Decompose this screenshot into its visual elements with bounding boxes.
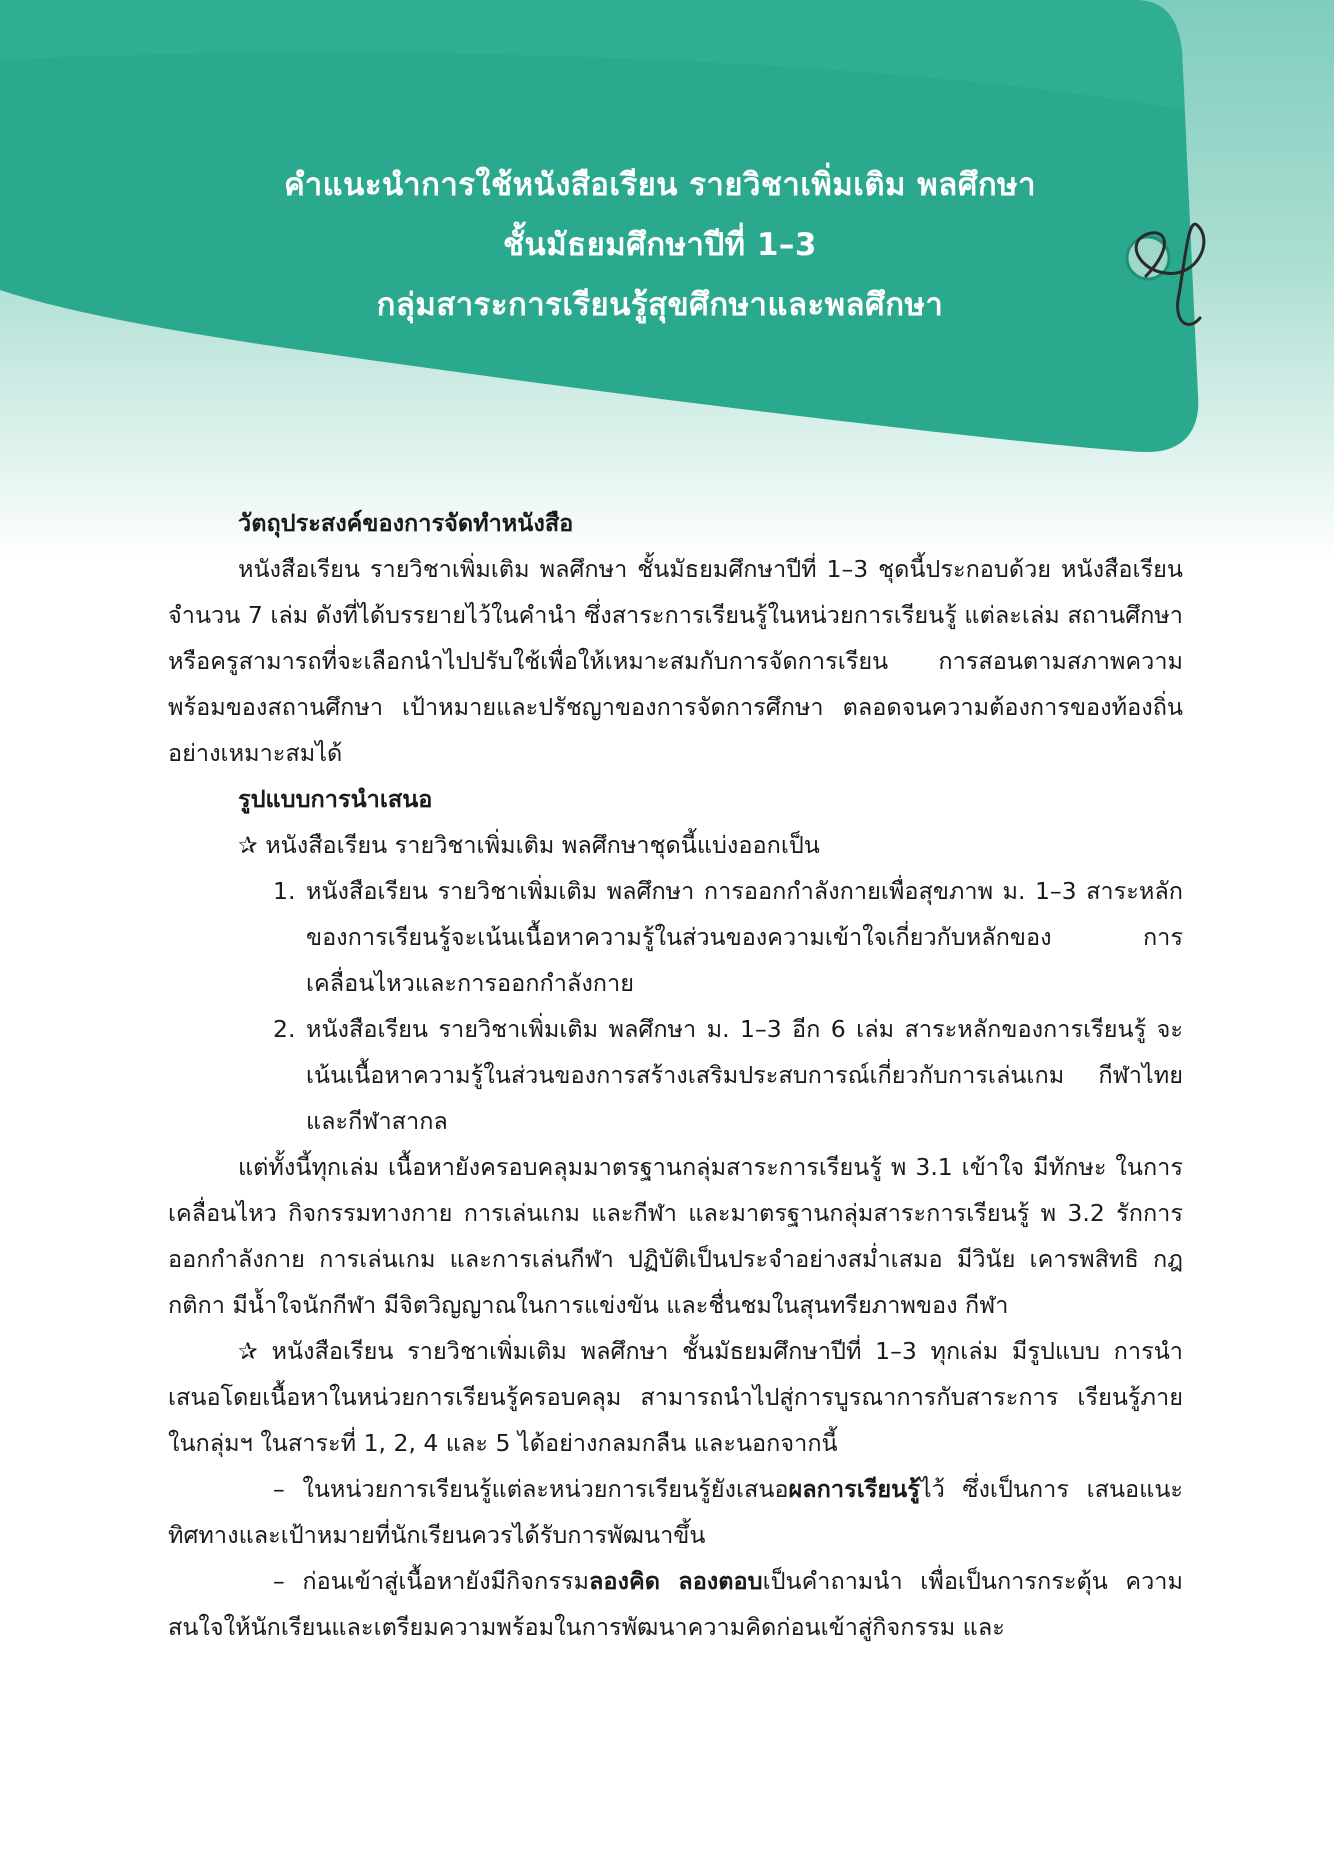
dash-1-bold: ผลการเรียนรู้ (788, 1475, 920, 1503)
objective-heading: วัตถุประสงค์ของการจัดทำหนังสือ (238, 509, 574, 537)
star-line-1 (168, 822, 1183, 868)
title-line-2: ชั้นมัธยมศึกษาปีที่ 1–3 (502, 227, 818, 263)
list-item-text: หนังสือเรียน รายวิชาเพิ่มเติม พลศึกษา การออกกำลังกายเพื่อสุขภาพ ม. 1–3 สาระหลักของการเรียนรู้จะเน้นเนื้อหาความรู้ในส่วนของความเข้าใจเกี่ยวกับหลักของ การเคลื่อนไหวและการออกกำลังกาย (306, 877, 1183, 997)
book-list (168, 868, 1183, 1144)
format-heading: รูปแบบการนำเสนอ (238, 785, 433, 813)
dash-1-pre: – ในหน่วยการเรียนรู้แต่ละหน่วยการเรียนรู้ยังเสนอ (273, 1475, 789, 1503)
star-icon: ✰ (238, 1337, 258, 1365)
list-number: 2. (273, 1015, 296, 1043)
list-item (168, 868, 1183, 1006)
title-line-3: กลุ่มสาระการเรียนรู้สุขศึกษาและพลศึกษา (376, 287, 944, 323)
star-line-1-text: หนังสือเรียน รายวิชาเพิ่มเติม พลศึกษาชุดนี้แบ่งออกเป็น (265, 831, 820, 859)
list-item (168, 1006, 1183, 1144)
dash-2-bold: ลองคิด ลองตอบ (589, 1567, 763, 1595)
title-line-1: คำแนะนำการใช้หนังสือเรียน รายวิชาเพิ่มเติม พลศึกษา (284, 167, 1036, 203)
star-icon: ✰ (238, 831, 258, 859)
dash-2-pre: – ก่อนเข้าสู่เนื้อหายังมีกิจกรรม (273, 1567, 589, 1595)
standards-paragraph: แต่ทั้งนี้ทุกเล่ม เนื้อหายังครอบคลุมมาตรฐานกลุ่มสาระการเรียนรู้ พ 3.1 เข้าใจ มีทักษะ ในการเคลื่อนไหว กิจกรรมทางกาย การเล่นเกม และกีฬา และมาตรฐานกลุ่มสาระการเรียนรู้ พ 3.2 รักการออกกำลังกาย การเล่นเกม และการเล่นกีฬา ปฏิบัติเป็นประจำอย่างสม่ำเสมอ มีวินัย เคารพสิทธิ กฎ กติกา มีน้ำใจนักกีฬา มีจิตวิญญาณในการแข่งขัน และชื่นชมในสุนทรียภาพของ กีฬา (168, 1153, 1183, 1319)
dash-paragraph-2 (168, 1558, 1183, 1650)
list-item-text: หนังสือเรียน รายวิชาเพิ่มเติม พลศึกษา ม. 1–3 อีก 6 เล่ม สาระหลักของการเรียนรู้ จะเน้นเนื้อหาความรู้ในส่วนของการสร้างเสริมประสบการณ์เกี่ยวกับการเล่นเกม กีฬาไทย และกีฬาสากล (306, 1015, 1183, 1135)
star-line-2 (168, 1328, 1183, 1466)
list-number: 1. (273, 877, 296, 905)
main-content (168, 500, 1183, 1650)
dash-paragraph-1 (168, 1466, 1183, 1558)
objective-paragraph: หนังสือเรียน รายวิชาเพิ่มเติม พลศึกษา ชั้นมัธยมศึกษาปีที่ 1–3 ชุดนี้ประกอบด้วย หนังสือเรียนจำนวน 7 เล่ม ดังที่ได้บรรยายไว้ในคำนำ ซึ่งสาระการเรียนรู้ในหน่วยการเรียนรู้ แต่ละเล่ม สถานศึกษาหรือครูสามารถที่จะเลือกนำไปปรับใช้เพื่อให้เหมาะสมกับการจัดการเรียน การสอนตามสภาพความพร้อมของสถานศึกษา เป้าหมายและปรัชญาของการจัดการศึกษา ตลอดจนความต้องการของท้องถิ่นอย่างเหมาะสมได้ (168, 555, 1183, 767)
dash-1-post: ไว้ ซึ่งเป็นการ เสนอแนะทิศทางและเป้าหมายที่นักเรียนควรได้รับการพัฒนาขึ้น (168, 1475, 1184, 1549)
star-line-2-text: หนังสือเรียน รายวิชาเพิ่มเติม พลศึกษา ชั้นมัธยมศึกษาปีที่ 1–3 ทุกเล่ม มีรูปแบบ การนำเสนอโดยเนื้อหาในหน่วยการเรียนรู้ครอบคลุม สามารถนำไปสู่การบูรณาการกับสาระการ เรียนรู้ภายในกลุ่มฯ ในสาระที่ 1, 2, 4 และ 5 ได้อย่างกลมกลืน และนอกจากนี้ (168, 1337, 1183, 1457)
page-title (160, 155, 1160, 335)
dash-2-post: เป็นคำถามนำ เพื่อเป็นการกระตุ้น ความสนใจให้นักเรียนและเตรียมความพร้อมในการพัฒนาความคิดก่อนเข้าสู่กิจกรรม และ (168, 1567, 1183, 1641)
